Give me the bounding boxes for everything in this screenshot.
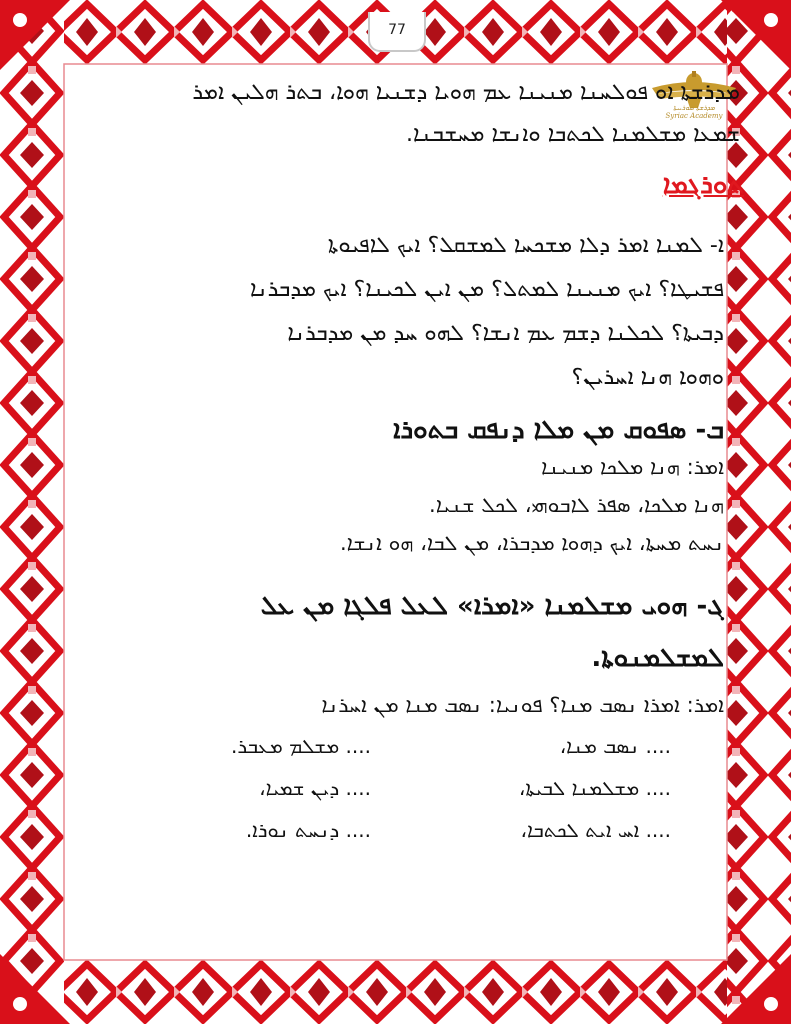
question-3-heading-line-2: ܠܡܫܠܡܢܘܬܐ.: [591, 643, 724, 673]
question-3-heading-line-1: ܓ- ܗܘܝ ܡܫܠܡܢܐ «ܐܡܪܐ» ܠܥܠ ܦܠܓܐ ܡܢ ܥܠ: [260, 591, 724, 621]
intro-line-2: ܫܡܥܐ ܡܫܠܡܢܐ ܠܟܬܒܐ ܘܐܢܫܐ ܡܚܫܒܢܐ.: [406, 122, 740, 147]
exercise-right: .... ܐܚ ܐܝܬ ܠܟܬܒܐ،: [520, 818, 671, 842]
intro-paragraph: [100, 72, 740, 156]
question-2-line: ܐܡܪ: ܗܢܐ ܡܠܟܐ ܡܢܝܢܐ: [541, 455, 724, 479]
exercise-right: .... ܡܫܠܡܢܐ ܠܒܝܬܐ،: [518, 776, 671, 800]
page-number: 77: [368, 12, 426, 52]
question-1: [100, 224, 724, 400]
exercise-left: .... ܕܝܢ ܫܡܝܐ،: [259, 776, 371, 800]
logo-caption-line: ܡܕܪܫܬܐ ܣܘܪܝܝܬܐ: [673, 104, 715, 112]
question-1-line: ܕܒܝܬܐ؟ ܠܟܠܢܐ ܕܫܡ ܥܡ ܐܢܫܐ؟ ܠܗܘ ܚܕ ܡܢ ܡܕܒܪܢܐ: [287, 321, 724, 346]
exercise-left: .... ܕܢܚܬ ܢܘܪܐ.: [245, 818, 371, 842]
exercise-right: .... ܢܣܒ ܡܢܐ،: [559, 734, 671, 758]
question-2-line: ܗܢܐ ܡܠܟܐ، ܣܦܪ ܠܐܒܘܗܝ، ܠܟܠ ܫܢܝܐ.: [429, 493, 724, 517]
question-2-line: ܢܚܬ ܡܚܬܐ، ܐܝܟ ܕܗܘܐ ܡܕܒܪܐ، ܡܢ ܠܒܐ، ܗܘ ܐܢܫܐ.: [339, 531, 724, 555]
intro-line-1: ܡܕܪܫܬܐ ܐܘ ܦܘܠܚܢܐ ܡܢܝܢܐ ܥܡ ܗܘܝܐ ܕܫܢܝܐ ܗܘܐ، ܒܬܪ ܗܠܝܢ ܐܡܪ: [192, 80, 740, 105]
question-1-line: ܐ- ܠܡܢܐ ܐܡܪ ܕܠܐ ܡܫܟܚܐ ܠܡܫܩܠ؟ ܐܝܟ ܠܐܦܝܘܬܐ: [327, 233, 724, 258]
question-3-example: ܐܡܪ: ܐܡܪܐ ܢܣܒ ܡܢܐ؟ ܦܘܢܝܐ: ܢܣܒ ܡܢܐ ܡܢ ܐܚܪܢܐ: [321, 693, 724, 717]
question-1-line: ܘܗܘܐ ܗܢܐ ܐܚܪܝܢ؟: [571, 365, 724, 390]
question-2-lines: [100, 448, 724, 562]
section-title: ܬܘܪܓܡܐ: [662, 170, 744, 200]
question-1-line: ܦܫܝܛܐ؟ ܐܝܟ ܡܢܝܢܐ ܠܡܬܠ؟ ܡܢ ܐܝܢ ܠܟܝܢܐ؟ ܐܝܟ ܡܕܒܪܢܐ: [250, 277, 724, 302]
question-3-heading: [100, 580, 724, 684]
logo-caption-line: Syriac Academy: [665, 112, 723, 120]
exercise-left: .... ܡܫܠܡ ܡܥܒܪ.: [230, 734, 371, 758]
question-2-heading: ܒ- ܣܦܘܩ ܡܢ ܡܠܐ ܕܢܦܩ ܒܬܘܪܐ: [393, 415, 724, 445]
